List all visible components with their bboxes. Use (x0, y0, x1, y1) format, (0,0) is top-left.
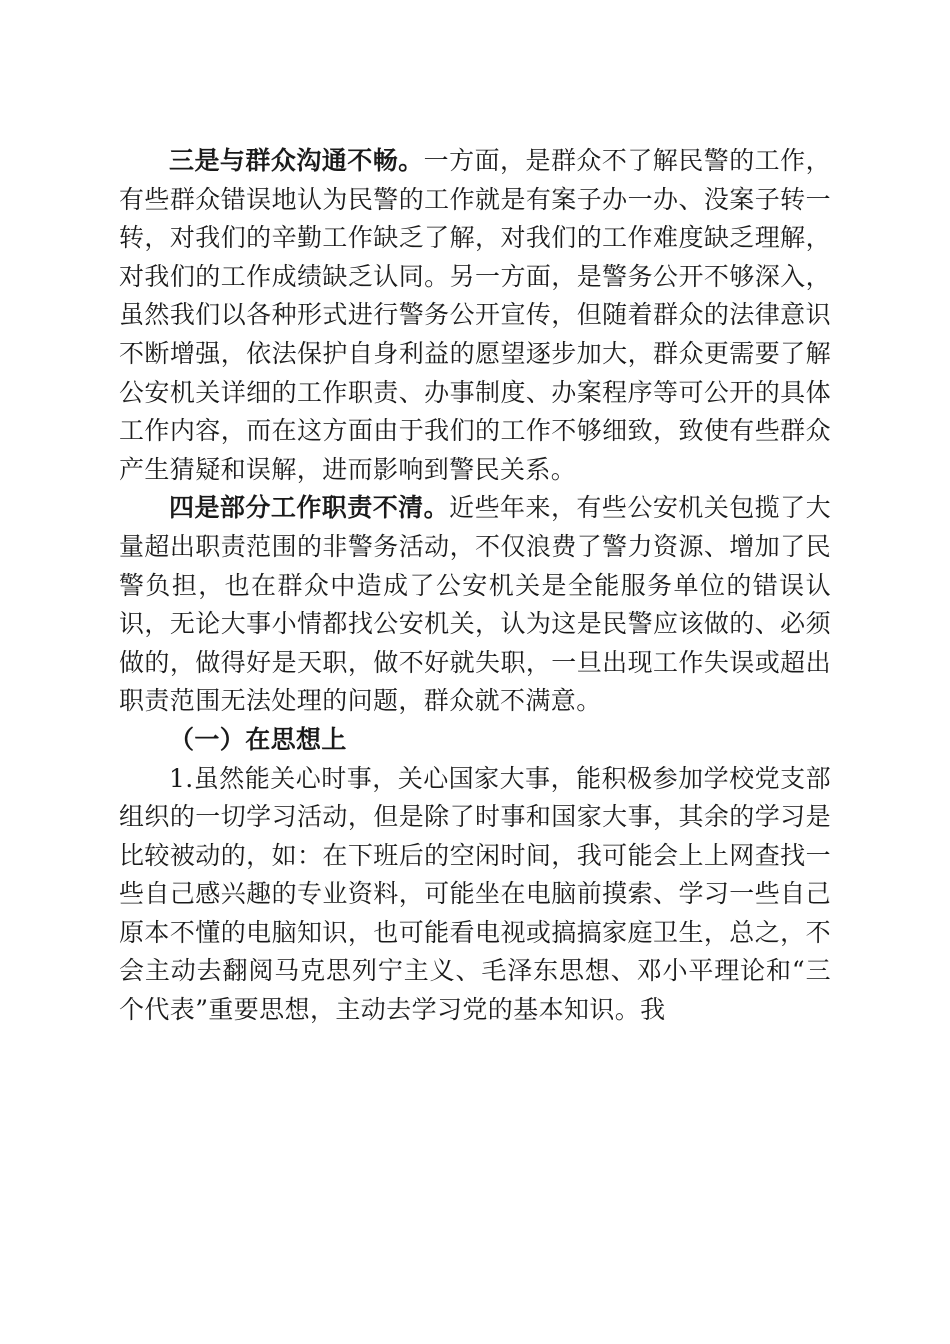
paragraph-body: 一方面，是群众不了解民警的工作，有些群众错误地认为民警的工作就是有案子办一办、没案子转一转，对我们的辛勤工作缺乏了解，对我们的工作难度缺乏理解，对我们的工作成绩缺乏认同。另一方面，是警务公开不够深入，虽然我们以各种形式进行警务公开宣传，但随着群众的法律意识不断增强，依法保护自身利益的愿望逐步加大，群众更需要了解公安机关详细的工作职责、办事制度、办案程序等可公开的具体工作内容，而在这方面由于我们的工作不够细致，致使有些群众产生猜疑和误解，进而影响到警民关系。 (119, 146, 831, 484)
section-heading: （一）在思想上 (169, 724, 347, 754)
paragraph-lead: 四是部分工作职责不清。 (169, 493, 450, 523)
paragraph-communication (119, 142, 831, 489)
list-item: 1.虽然能关心时事，关心国家大事，能积极参加学校党支部组织的一切学习活动，但是除了时事和国家大事，其余的学习是比较被动的，如：在下班后的空闲时间，我可能会上上网查找一些自己感兴趣的专业资料，可能坐在电脑前摸索、学习一些自己原本不懂的电脑知识，也可能看电视或搞搞家庭卫生，总之，不会主动去翻阅马克思列宁主义、毛泽东思想、邓小平理论和“三个代表”重要思想，主动去学习党的基本知识。我 (119, 763, 831, 1025)
paragraph-lead: 三是与群众沟通不畅。 (169, 146, 424, 175)
paragraph-body: 近些年来，有些公安机关包揽了大量超出职责范围的非警务活动，不仅浪费了警力资源、增加了民警负担，也在群众中造成了公安机关是全能服务单位的错误认识，无论大事小情都找公安机关，认为这是民警应该做的、必须做的，做得好是天职，做不好就失职，一旦出现工作失误或超出职责范围无法处理的问题，群众就不满意。 (119, 493, 831, 716)
paragraph-responsibilities (119, 489, 831, 721)
document-page (119, 142, 831, 1030)
